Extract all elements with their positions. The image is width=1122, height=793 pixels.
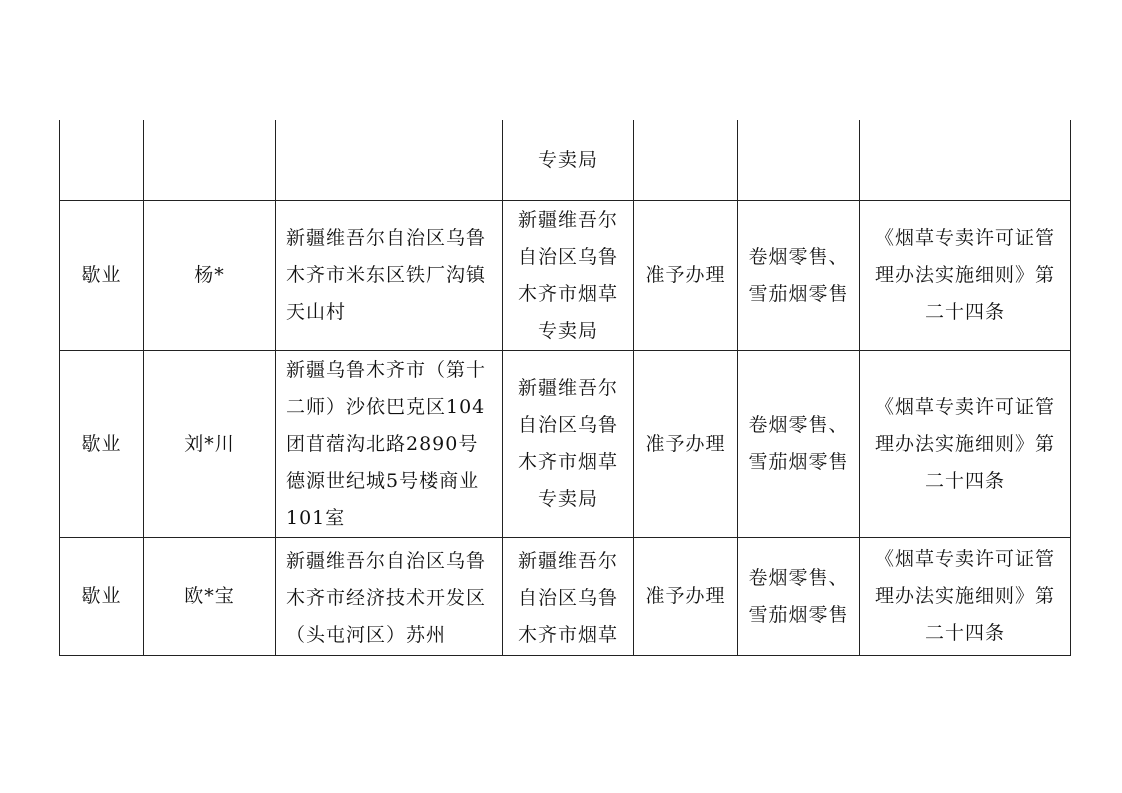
decision-cell: 准予办理 (634, 201, 738, 351)
agency-cell: 专卖局 (503, 120, 634, 201)
basis-cell: 《烟草专卖许可证管理办法实施细则》第二十四条 (860, 201, 1071, 351)
scope-cell: 卷烟零售、雪茄烟零售 (738, 351, 860, 538)
type-cell: 歇业 (60, 538, 144, 656)
scope-cell: 卷烟零售、雪茄烟零售 (738, 201, 860, 351)
name-cell (144, 120, 276, 201)
name-cell: 刘*川 (144, 351, 276, 538)
basis-cell: 《烟草专卖许可证管理办法实施细则》第二十四条 (860, 538, 1071, 656)
name-cell: 杨* (144, 201, 276, 351)
address-cell: 新疆乌鲁木齐市（第十二师）沙依巴克区104团苜蓿沟北路2890号德源世纪城5号楼商业101室 (276, 351, 503, 538)
scope-cell: 卷烟零售、雪茄烟零售 (738, 538, 860, 656)
decision-cell: 准予办理 (634, 538, 738, 656)
basis-cell: 《烟草专卖许可证管理办法实施细则》第二十四条 (860, 351, 1071, 538)
agency-cell: 新疆维吾尔自治区乌鲁木齐市烟草专卖局 (503, 201, 634, 351)
type-cell: 歇业 (60, 201, 144, 351)
agency-cell: 新疆维吾尔自治区乌鲁木齐市烟草 (503, 538, 634, 656)
decision-cell (634, 120, 738, 201)
table-row (60, 351, 1071, 538)
address-cell (276, 120, 503, 201)
table-row (60, 201, 1071, 351)
agency-cell: 新疆维吾尔自治区乌鲁木齐市烟草专卖局 (503, 351, 634, 538)
type-cell: 歇业 (60, 351, 144, 538)
address-cell: 新疆维吾尔自治区乌鲁木齐市经济技术开发区（头屯河区）苏州 (276, 538, 503, 656)
license-records-table (59, 120, 1071, 656)
address-cell: 新疆维吾尔自治区乌鲁木齐市米东区铁厂沟镇天山村 (276, 201, 503, 351)
scope-cell (738, 120, 860, 201)
name-cell: 欧*宝 (144, 538, 276, 656)
table-row (60, 120, 1071, 201)
table-row (60, 538, 1071, 656)
basis-cell (860, 120, 1071, 201)
type-cell (60, 120, 144, 201)
decision-cell: 准予办理 (634, 351, 738, 538)
